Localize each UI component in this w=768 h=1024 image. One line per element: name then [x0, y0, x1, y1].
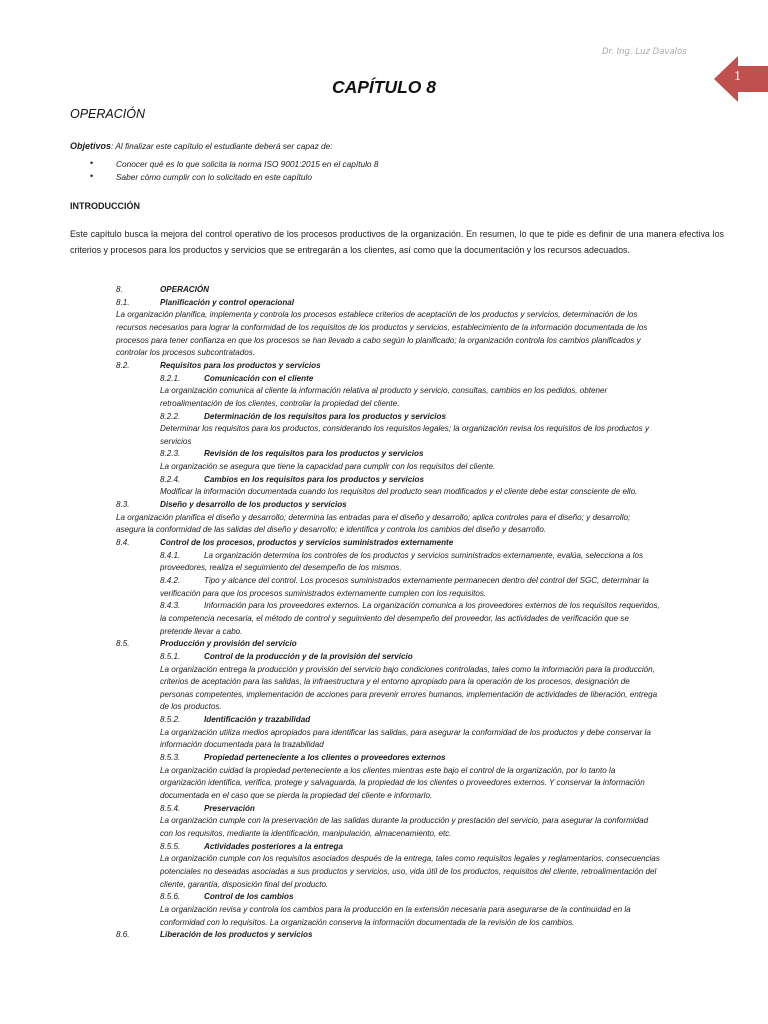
clause-title: Cambios en los requisitos para los productos y servicios — [204, 474, 424, 484]
list-item: • Saber cómo cumplir con lo solicitado en este capítulo — [90, 172, 378, 185]
clause-number: 8.4. — [116, 538, 130, 547]
clause-title: Revisión de los requisitos para los productos y servicios — [204, 449, 424, 459]
header-author: Dr. Ing. Luz Davalos — [602, 47, 687, 57]
clause-title: OPERACIÓN — [160, 285, 210, 294]
objectives-line — [70, 141, 333, 151]
clause-text: criterios de aceptación para las salidas, la infraestructura y el entorno apropiado para la operación de los procesos, designación de — [160, 677, 630, 687]
clause-number: 8.5.1. — [160, 651, 181, 661]
intro-heading: INTRODUCCIÓN — [70, 201, 140, 211]
clause-text: organización identifica, verifica, protege y salvaguarda, la propiedad de los clientes o proveedores externos. Y conservar la información — [160, 778, 645, 788]
clause-text: La organización entrega la producción y provisión del servicio bajo condiciones controladas, tales como la información para la producción, — [160, 664, 655, 674]
clause-number: 8.4.2. — [160, 575, 181, 585]
clause-title: Control de los procesos, productos y servicios suministrados externamente — [160, 538, 454, 547]
clause-text: La organización utiliza medios apropiados para identificar las salidas, para asegurar la conformidad de los productos y debe conservar la — [160, 727, 651, 737]
clause-number: 8.2.2. — [160, 411, 181, 421]
clause-title: Liberación de los productos y servicios — [160, 930, 313, 940]
clause-text: retroalimentación de los clientes, controlar la propiedad del cliente. — [160, 398, 400, 408]
clause-text: La organización planifica, implementa y controla los procesos establece criterios de aceptación de los productos y servicios, determinación de los — [116, 310, 638, 320]
clause-text: verificación para que los procesos suministrados externamente cumplen con los requisitos. — [160, 588, 487, 598]
clause-number: 8.5.6. — [160, 892, 181, 902]
clause-text: de los productos. — [160, 702, 222, 712]
clause-title: Control de los cambios — [204, 892, 294, 902]
clause-number: 8.1. — [116, 297, 130, 307]
clause-text: La organización planifica el diseño y desarrollo; determina las entradas para el diseño y desarrollo; aplica controles para el diseño; y desarrollo; — [116, 512, 631, 522]
clause-text: servicios — [160, 436, 192, 446]
clause-number: 8.2.4. — [160, 474, 181, 484]
clause-text: documentada en el caso que se pierda la propiedad del cliente e informarlo. — [160, 791, 433, 800]
clause-number: 8.5.5. — [160, 841, 181, 851]
clause-title: Actividades posteriores a la entrega — [204, 841, 343, 851]
objectives-label: Objetivos — [70, 141, 112, 151]
page-number: 1 — [734, 69, 741, 84]
clause-text: procesos para tener confianza en que los procesos se han llevado a cabo según lo planificado; la organización controla los cambios planificados y — [116, 335, 641, 345]
objectives-list — [90, 159, 378, 184]
section-heading: OPERACIÓN — [70, 107, 146, 121]
clause-number: 8.5.2. — [160, 715, 181, 725]
clause-text: Información para los proveedores externos. La organización comunica a los proveedores externos de los requisitos requeridos, — [204, 601, 660, 611]
clause-number: 8.5. — [116, 639, 130, 649]
clause-text: personas competentes, implementación de acciones para prevenir errores humanos, implementación de actividades de liberación, entrega — [160, 689, 658, 699]
clause-number: 8.4.3. — [160, 601, 181, 611]
clause-title: Control de la producción y de la provisión del servicio — [204, 651, 413, 661]
list-item: • Conocer qué es lo que solicita la norma ISO 9001:2015 en el capítulo 8 — [90, 159, 378, 172]
clause-text: recursos necesarios para lograr la conformidad de los requisitos de los productos y servicios, establecimiento de la información documentada de los — [116, 322, 648, 332]
clause-title: Identificación y trazabilidad — [204, 715, 311, 725]
clause-title: Diseño y desarrollo de los productos y servicios — [160, 500, 347, 510]
clause-number: 8.6. — [116, 930, 130, 940]
clause-number: 8. — [116, 285, 123, 294]
clause-title: Preservación — [204, 803, 255, 813]
clause-text: cliente, garantía, disposición final del producto. — [160, 879, 329, 889]
clause-title: Requisitos para los productos y servicios — [160, 360, 321, 370]
clause-text: La organización cumple con los requisitos asociados después de la entrega, tales como requisitos legales y reglamentarios, consecuencias — [160, 854, 660, 864]
clause-text: Modificar la información documentada cuando los requisitos del producto sean modificados y el cliente debe estar consciente de ello. — [160, 487, 638, 497]
clause-number: 8.3. — [116, 500, 130, 510]
clause-number: 8.5.3. — [160, 753, 181, 763]
clause-title: Planificación y control operacional — [160, 297, 295, 307]
chapter-title: CAPÍTULO 8 — [331, 77, 437, 97]
clause-text: La organización se asegura que tiene la capacidad para cumplir con los requisitos del cliente. — [160, 462, 496, 472]
clause-text: conformidad con lo requisitos. La organización conserva la información documentada de la revisión de los cambios. — [160, 917, 575, 927]
clause-text: información documentada para la trazabilidad — [160, 740, 324, 750]
clause-text: asegura la conformidad de las salidas del diseño y desarrollo; e identifica y controla los cambios del diseño y desarrollo. — [116, 525, 547, 535]
clause-number: 8.4.1. — [160, 550, 181, 560]
clause-text: controlar los procesos subcontratados. — [116, 348, 256, 358]
clause-title: Propiedad perteneciente a los clientes o proveedores externos — [204, 753, 446, 763]
clause-number: 8.2. — [116, 360, 130, 370]
clause-text: La organización comunica al cliente la información relativa al producto y servicio, consultas, cambios en los pedidos, obtener — [160, 386, 608, 396]
clause-text: pretende llevar a cabo. — [160, 626, 243, 636]
clause-title: Comunicación con el cliente — [204, 373, 314, 383]
clause-title: Producción y provisión del servicio — [160, 639, 297, 649]
clause-text: La organización determina los controles de los productos y servicios suministrados externamente, evalúa, selecciona a los — [204, 550, 644, 560]
clause-number: 8.5.4. — [160, 803, 181, 813]
clause-text: Determinar los requisitos para los productos, considerando los requisitos legales; la organización revisa los requisitos de los productos y — [160, 424, 650, 434]
clause-title: Determinación de los requisitos para los productos y servicios — [204, 411, 446, 421]
clause-number: 8.2.1. — [160, 373, 181, 383]
clause-text: La organización cuidad la propiedad perteneciente a los clientes mientras este bajo el control de la organización, por lo tanto la — [160, 765, 616, 775]
clause-text: potenciales no deseadas asociadas a sus productos y servicios, uso, vida útil de los productos, requisitos del cliente, retroalimentación del — [160, 866, 657, 876]
clause-text: con los requisitos, mediante la identificación, manipulación, almacenamiento, etc. — [160, 828, 452, 838]
clause-text: proveedores, realiza el seguimiento del desempeño de los mismos. — [160, 563, 402, 573]
clause-text: la competencia necesaria, el método de control y seguimiento del desempeño del proveedor, las actividades de verificación que se — [160, 613, 629, 623]
clause-text: La organización cumple con la preservación de las salidas durante la producción y prestación del servicio, para asegurar la conformidad — [160, 816, 649, 826]
objectives-text: : Al finalizar este capítulo el estudiante deberá ser capaz de: — [111, 141, 333, 151]
clause-text: Tipo y alcance del control. Los procesos suministrados externamente permanecen dentro del control del SGC, determinar la — [204, 575, 649, 585]
clause-number: 8.2.3. — [160, 449, 181, 459]
clause-text: La organización revisa y controla los cambios para la producción en la extensión necesaria para asegurarse de la continuidad en la — [160, 904, 631, 914]
intro-paragraph: Este capítulo busca la mejora del control operativo de los procesos productivos de la organización. En resumen, lo que te pide es definir de una manera efectiva los criterios y procesos para los productos y servicios que se entregarán a los clientes, así como que la documentación y los recursos adecuados. — [70, 229, 724, 255]
